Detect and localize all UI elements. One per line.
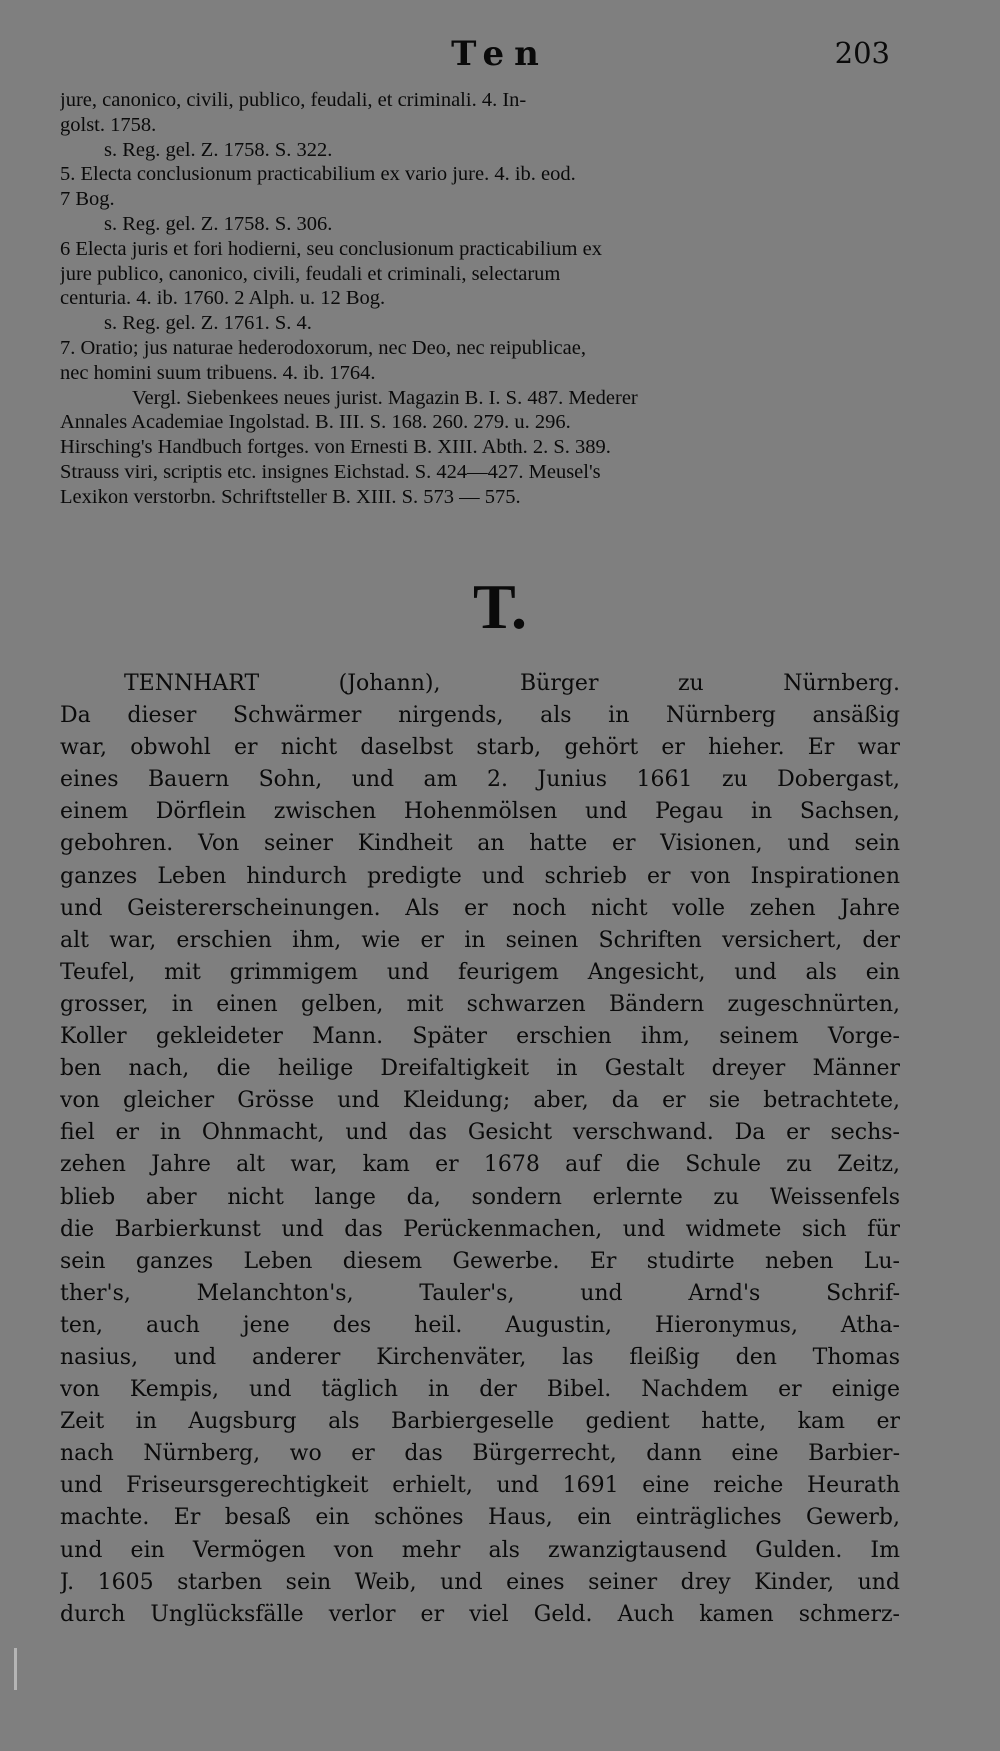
bibliography-line: Lexikon verstorbn. Schriftsteller B. XIII. S. 573 — 575. — [60, 485, 521, 508]
body-line: J. 1605 starben sein Weib, und eines seiner drey Kinder, und — [60, 1569, 900, 1595]
body-line: zehen Jahre alt war, kam er 1678 auf die Schule zu Zeitz, — [60, 1152, 900, 1178]
body-line: Zeit in Augsburg als Barbiergeselle gedient hatte, kam er — [60, 1409, 900, 1435]
body-text — [60, 668, 900, 1631]
body-line: fiel er in Ohnmacht, und das Gesicht verschwand. Da er sechs- — [60, 1120, 900, 1146]
bibliography-line: 6 Electa juris et fori hodierni, seu conclusionum practicabilium ex — [60, 237, 602, 260]
bibliography-line: Strauss viri, scriptis etc. insignes Eichstad. S. 424—427. Meusel's — [60, 460, 601, 483]
body-line: Da dieser Schwärmer nirgends, als in Nürnberg ansäßig — [60, 703, 900, 729]
running-head — [0, 30, 1000, 80]
body-line: nasius, und anderer Kirchenväter, las fleißig den Thomas — [60, 1344, 900, 1370]
body-line: und Friseursgerechtigkeit erhielt, und 1691 eine reiche Heurath — [60, 1473, 900, 1499]
body-line: einem Dörflein zwischen Hohenmölsen und Pegau in Sachsen, — [60, 799, 900, 825]
section-letter: T. — [473, 571, 527, 642]
body-line: und Geistererscheinungen. Als er noch nicht volle zehen Jahre — [60, 895, 900, 921]
bibliography-line: centuria. 4. ib. 1760. 2 Alph. u. 12 Bog. — [60, 287, 386, 310]
body-line: und ein Vermögen von mehr als zwanzigtausend Gulden. Im — [60, 1537, 900, 1563]
body-line: gebohren. Von seiner Kindheit an hatte er Visionen, und sein — [60, 831, 900, 857]
bibliography-line: Hirsching's Handbuch fortges. von Ernesti B. XIII. Abth. 2. S. 389. — [60, 436, 611, 459]
body-line: ther's, Melanchton's, Tauler's, und Arnd's Schrif- — [60, 1280, 900, 1306]
bibliography-line: 7. Oratio; jus naturae hederodoxorum, nec Deo, nec reipublicae, — [60, 336, 586, 359]
bibliography-line: Vergl. Siebenkees neues jurist. Magazin B. I. S. 487. Mederer — [132, 386, 638, 409]
body-line: machte. Er besaß ein schönes Haus, ein einträgliches Gewerb, — [60, 1505, 900, 1531]
page-number: 203 — [834, 36, 890, 70]
body-line: Koller gekleideter Mann. Später erschien ihm, seinem Vorge- — [60, 1024, 900, 1050]
bibliography-line: s. Reg. gel. Z. 1758. S. 306. — [104, 212, 333, 235]
bibliography-line: golst. 1758. — [60, 113, 157, 136]
running-title: Ten — [451, 34, 549, 74]
body-line: eines Bauern Sohn, und am 2. Junius 1661 zu Dobergast, — [60, 767, 900, 793]
body-line: alt war, erschien ihm, wie er in seinen Schriften versichert, der — [60, 927, 900, 953]
body-line: war, obwohl er nicht daselbst starb, gehört er hieher. Er war — [60, 735, 900, 761]
bibliography-line: jure, canonico, civili, publico, feudali, et criminali. 4. In- — [60, 89, 527, 111]
bibliography-line: Annales Academiae Ingolstad. B. III. S. 168. 260. 279. u. 296. — [60, 411, 571, 434]
body-line: ten, auch jene des heil. Augustin, Hieronymus, Atha- — [60, 1312, 900, 1338]
bibliography-line: 7 Bog. — [60, 188, 115, 211]
entry-heading-line: TENNHART (Johann), Bürger zu Nürnberg. — [124, 671, 900, 696]
body-line: die Barbierkunst und das Perückenmachen, und widmete sich für — [60, 1216, 900, 1242]
body-line: grosser, in einen gelben, mit schwarzen Bändern zugeschnürten, — [60, 991, 900, 1017]
bibliography-line: s. Reg. gel. Z. 1761. S. 4. — [104, 312, 312, 335]
body-line: von Kempis, und täglich in der Bibel. Nachdem er einige — [60, 1377, 900, 1403]
body-line: sein ganzes Leben diesem Gewerbe. Er studirte neben Lu- — [60, 1248, 900, 1274]
bibliography-block — [60, 88, 900, 510]
body-line: blieb aber nicht lange da, sondern erlernte zu Weissenfels — [60, 1184, 900, 1210]
bibliography-line: s. Reg. gel. Z. 1758. S. 322. — [104, 138, 333, 161]
body-line: durch Unglücksfälle verlor er viel Geld. Auch kamen schmerz- — [60, 1601, 900, 1627]
bibliography-line: nec homini suum tribuens. 4. ib. 1764. — [60, 361, 376, 384]
bibliography-line: jure publico, canonico, civili, feudali et criminali, selectarum — [60, 262, 561, 285]
scan-edge-mark — [14, 1648, 17, 1690]
body-line: Teufel, mit grimmigem und feurigem Angesicht, und als ein — [60, 959, 900, 985]
body-line: von gleicher Grösse und Kleidung; aber, da er sie betrachtete, — [60, 1088, 900, 1114]
body-line: ganzes Leben hindurch predigte und schrieb er von Inspirationen — [60, 863, 900, 889]
bibliography-line: 5. Electa conclusionum practicabilium ex vario jure. 4. ib. eod. — [60, 163, 576, 186]
body-line: ben nach, die heilige Dreifaltigkeit in Gestalt dreyer Männer — [60, 1056, 900, 1082]
body-line: nach Nürnberg, wo er das Bürgerrecht, dann eine Barbier- — [60, 1441, 900, 1467]
